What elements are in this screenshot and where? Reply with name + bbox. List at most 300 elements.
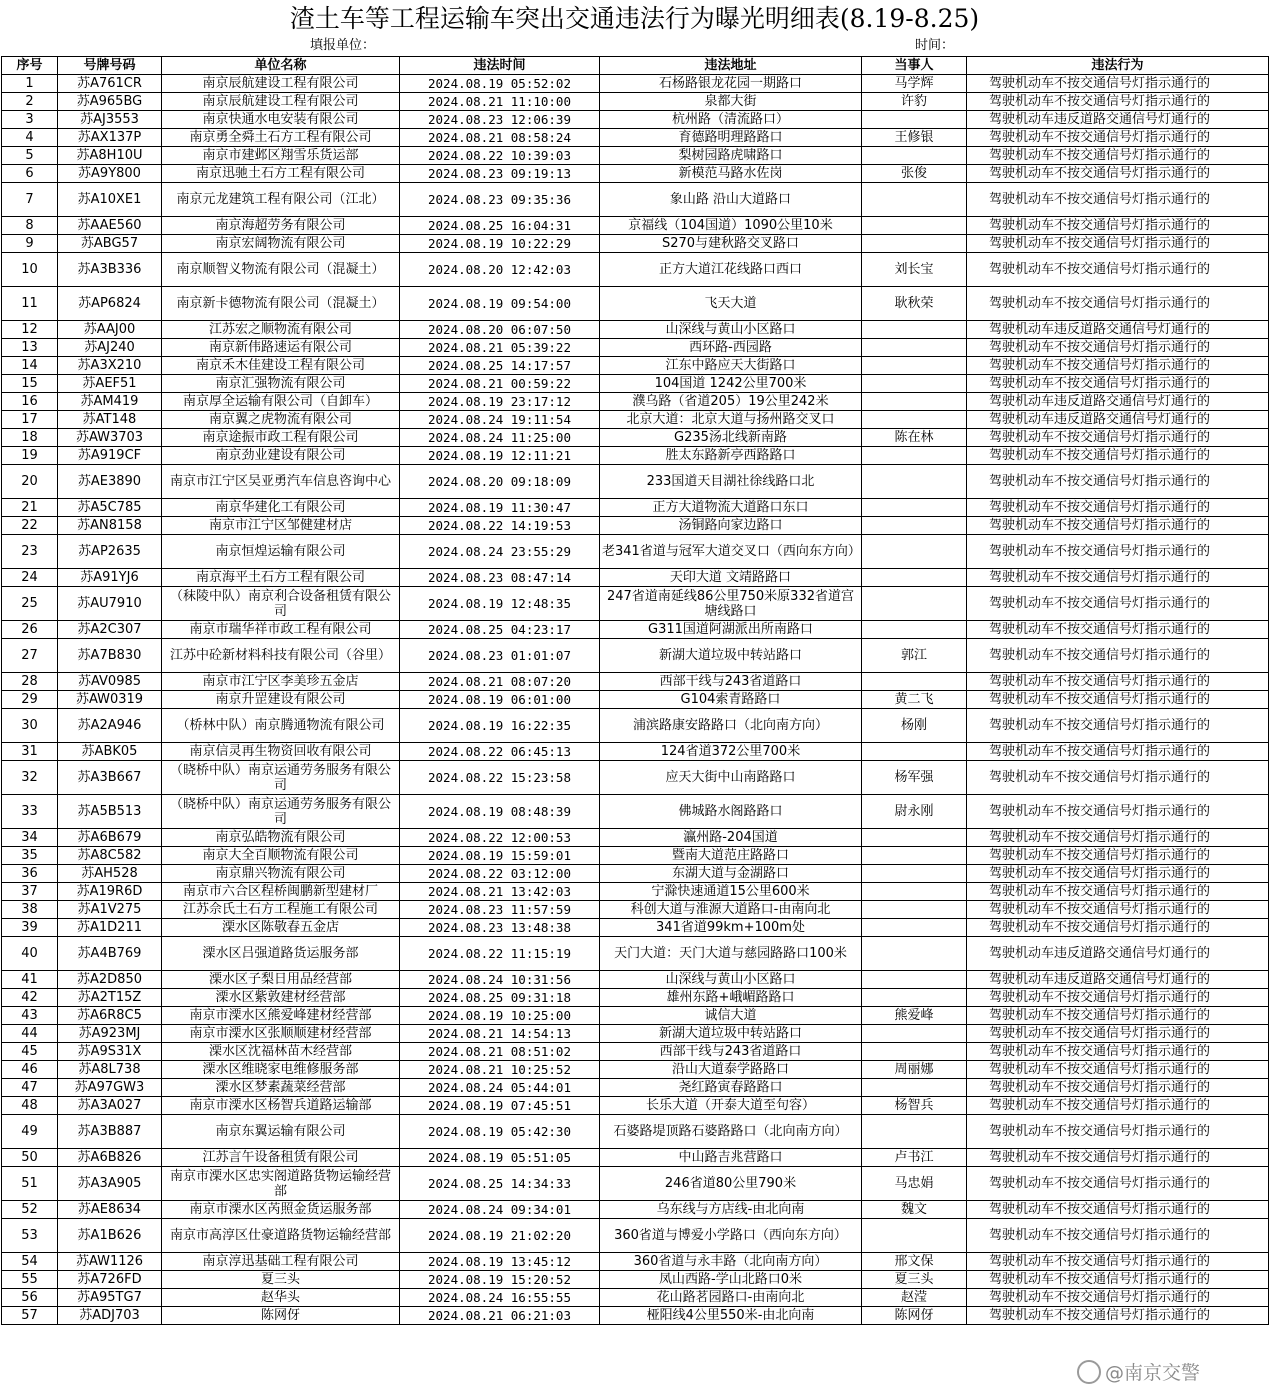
- plate-number: 苏A2A946: [58, 709, 162, 743]
- plate-number: 苏A761CR: [58, 75, 162, 93]
- table-row: [2, 535, 1269, 569]
- company-name: 南京劲业建设有限公司: [162, 447, 400, 465]
- company-name: 南京市溧水区芮照金货运服务部: [162, 1201, 400, 1219]
- violation-location: 正方大道物流大道路口东口: [600, 499, 862, 517]
- violation-time: 2024.08.22 06:45:13: [400, 743, 600, 761]
- violation-behavior: 驾驶机动车不按交通信号灯指示通行的: [967, 1307, 1269, 1325]
- violation-time: 2024.08.21 13:42:03: [400, 883, 600, 901]
- violation-time: 2024.08.19 10:22:29: [400, 235, 600, 253]
- violation-behavior: 驾驶机动车不按交通信号灯指示通行的: [967, 217, 1269, 235]
- table-row: [2, 569, 1269, 587]
- party-name: [862, 1079, 967, 1097]
- violation-behavior: 驾驶机动车不按交通信号灯指示通行的: [967, 1061, 1269, 1079]
- violation-behavior: 驾驶机动车不按交通信号灯指示通行的: [967, 1007, 1269, 1025]
- company-name: 南京海平土石方工程有限公司: [162, 569, 400, 587]
- violation-time: 2024.08.19 08:48:39: [400, 795, 600, 829]
- plate-number: 苏A97GW3: [58, 1079, 162, 1097]
- violation-behavior: 驾驶机动车不按交通信号灯指示通行的: [967, 795, 1269, 829]
- table-row: [2, 621, 1269, 639]
- row-index: 28: [2, 673, 58, 691]
- plate-number: 苏A1D211: [58, 919, 162, 937]
- violation-behavior: 驾驶机动车不按交通信号灯指示通行的: [967, 865, 1269, 883]
- row-index: 51: [2, 1167, 58, 1201]
- party-name: [862, 883, 967, 901]
- row-index: 11: [2, 287, 58, 321]
- company-name: 南京勇全舜土石方工程有限公司: [162, 129, 400, 147]
- plate-number: 苏A5C785: [58, 499, 162, 517]
- party-name: [862, 393, 967, 411]
- violation-time: 2024.08.25 14:17:57: [400, 357, 600, 375]
- row-index: 23: [2, 535, 58, 569]
- violation-behavior: 驾驶机动车不按交通信号灯指示通行的: [967, 1079, 1269, 1097]
- company-name: 南京市江宁区吴亚勇汽车信息咨询中心: [162, 465, 400, 499]
- party-name: [862, 411, 967, 429]
- violation-location: 凤山西路-学山北路口0米: [600, 1271, 862, 1289]
- party-name: 邢文保: [862, 1253, 967, 1271]
- violation-location: 246省道80公里790米: [600, 1167, 862, 1201]
- row-index: 4: [2, 129, 58, 147]
- table-row: [2, 829, 1269, 847]
- party-name: [862, 339, 967, 357]
- table-row: [2, 691, 1269, 709]
- violation-behavior: 驾驶机动车不按交通信号灯指示通行的: [967, 535, 1269, 569]
- table-row: [2, 217, 1269, 235]
- violation-time: 2024.08.20 12:42:03: [400, 253, 600, 287]
- row-index: 20: [2, 465, 58, 499]
- violation-location: G311国道阿湖派出所南路口: [600, 621, 862, 639]
- plate-number: 苏AT148: [58, 411, 162, 429]
- row-index: 16: [2, 393, 58, 411]
- row-index: 10: [2, 253, 58, 287]
- party-name: [862, 569, 967, 587]
- violation-time: 2024.08.23 13:48:38: [400, 919, 600, 937]
- party-name: 尉永刚: [862, 795, 967, 829]
- party-name: 黄二飞: [862, 691, 967, 709]
- company-name: 南京途振市政工程有限公司: [162, 429, 400, 447]
- row-index: 1: [2, 75, 58, 93]
- company-name: 南京市溧水区张顺顺建材经营部: [162, 1025, 400, 1043]
- plate-number: 苏A965BG: [58, 93, 162, 111]
- plate-number: 苏A726FD: [58, 1271, 162, 1289]
- table-row: [2, 357, 1269, 375]
- violation-location: 山深线与黄山小区路口: [600, 971, 862, 989]
- party-name: 马学辉: [862, 75, 967, 93]
- violation-location: 泉都大街: [600, 93, 862, 111]
- table-row: [2, 743, 1269, 761]
- plate-number: 苏A1V275: [58, 901, 162, 919]
- violation-behavior: 驾驶机动车不按交通信号灯指示通行的: [967, 1097, 1269, 1115]
- col-header-violation: 违法行为: [967, 57, 1269, 75]
- violation-location: 新湖大道垃圾中转站路口: [600, 639, 862, 673]
- plate-number: 苏A6B679: [58, 829, 162, 847]
- company-name: 南京禾木佳建设工程有限公司: [162, 357, 400, 375]
- violation-time: 2024.08.24 19:11:54: [400, 411, 600, 429]
- violation-behavior: 驾驶机动车不按交通信号灯指示通行的: [967, 183, 1269, 217]
- row-index: 37: [2, 883, 58, 901]
- table-row: [2, 883, 1269, 901]
- violation-time: 2024.08.19 07:45:51: [400, 1097, 600, 1115]
- plate-number: 苏A3A905: [58, 1167, 162, 1201]
- party-name: 马忠娟: [862, 1167, 967, 1201]
- violation-location: 象山路 沿山大道路口: [600, 183, 862, 217]
- col-header-plate: 号牌号码: [58, 57, 162, 75]
- row-index: 50: [2, 1149, 58, 1167]
- violation-behavior: 驾驶机动车不按交通信号灯指示通行的: [967, 587, 1269, 621]
- party-name: [862, 865, 967, 883]
- violation-behavior: 驾驶机动车不按交通信号灯指示通行的: [967, 75, 1269, 93]
- plate-number: 苏A1B626: [58, 1219, 162, 1253]
- violation-location: 104国道 1242公里700米: [600, 375, 862, 393]
- violation-time: 2024.08.24 16:55:55: [400, 1289, 600, 1307]
- violation-behavior: 驾驶机动车不按交通信号灯指示通行的: [967, 989, 1269, 1007]
- row-index: 56: [2, 1289, 58, 1307]
- violation-location: 雄州东路+峨嵋路路口: [600, 989, 862, 1007]
- violation-time: 2024.08.21 08:07:20: [400, 673, 600, 691]
- party-name: [862, 673, 967, 691]
- violation-behavior: 驾驶机动车不按交通信号灯指示通行的: [967, 447, 1269, 465]
- plate-number: 苏A3B336: [58, 253, 162, 287]
- plate-number: 苏A2T15Z: [58, 989, 162, 1007]
- violation-time: 2024.08.21 05:39:22: [400, 339, 600, 357]
- company-name: 溧水区陈敬春五金店: [162, 919, 400, 937]
- row-index: 22: [2, 517, 58, 535]
- violation-behavior: 驾驶机动车不按交通信号灯指示通行的: [967, 569, 1269, 587]
- violation-behavior: 驾驶机动车不按交通信号灯指示通行的: [967, 621, 1269, 639]
- table-row: [2, 587, 1269, 621]
- row-index: 35: [2, 847, 58, 865]
- company-name: 赵华头: [162, 1289, 400, 1307]
- company-name: 南京元龙建筑工程有限公司（江北）: [162, 183, 400, 217]
- row-index: 30: [2, 709, 58, 743]
- violation-behavior: 驾驶机动车不按交通信号灯指示通行的: [967, 691, 1269, 709]
- violation-behavior: 驾驶机动车不按交通信号灯指示通行的: [967, 165, 1269, 183]
- plate-number: 苏A8H10U: [58, 147, 162, 165]
- violation-location: 长乐大道（开泰大道至句容）: [600, 1097, 862, 1115]
- company-name: 南京厚全运输有限公司（自卸车）: [162, 393, 400, 411]
- violation-location: 花山路茗园路口-由南向北: [600, 1289, 862, 1307]
- table-row: [2, 411, 1269, 429]
- party-name: [862, 937, 967, 971]
- party-name: [862, 147, 967, 165]
- row-index: 17: [2, 411, 58, 429]
- party-name: [862, 183, 967, 217]
- company-name: 江苏宏之顺物流有限公司: [162, 321, 400, 339]
- plate-number: 苏A6R8C5: [58, 1007, 162, 1025]
- company-name: 南京辰航建设工程有限公司: [162, 93, 400, 111]
- table-row: [2, 147, 1269, 165]
- party-name: [862, 847, 967, 865]
- violation-time: 2024.08.19 11:30:47: [400, 499, 600, 517]
- table-row: [2, 1253, 1269, 1271]
- row-index: 40: [2, 937, 58, 971]
- row-index: 44: [2, 1025, 58, 1043]
- violation-location: 育德路明理路路口: [600, 129, 862, 147]
- violation-behavior: 驾驶机动车不按交通信号灯指示通行的: [967, 253, 1269, 287]
- plate-number: 苏ABG57: [58, 235, 162, 253]
- col-header-location: 违法地址: [600, 57, 862, 75]
- company-name: 南京辰航建设工程有限公司: [162, 75, 400, 93]
- plate-number: 苏A10XE1: [58, 183, 162, 217]
- violation-time: 2024.08.21 00:59:22: [400, 375, 600, 393]
- company-name: 南京大全百顺物流有限公司: [162, 847, 400, 865]
- row-index: 34: [2, 829, 58, 847]
- time-label: 时间：: [915, 38, 955, 53]
- party-name: 赵滢: [862, 1289, 967, 1307]
- violation-time: 2024.08.19 09:54:00: [400, 287, 600, 321]
- violation-behavior: 驾驶机动车不按交通信号灯指示通行的: [967, 499, 1269, 517]
- violation-behavior: 驾驶机动车不按交通信号灯指示通行的: [967, 673, 1269, 691]
- company-name: 南京市江宁区邹健建材店: [162, 517, 400, 535]
- violation-behavior: 驾驶机动车不按交通信号灯指示通行的: [967, 1201, 1269, 1219]
- plate-number: 苏A95TG7: [58, 1289, 162, 1307]
- violation-location: 石婆路堤顶路石婆路路口（北向南方向）: [600, 1115, 862, 1149]
- violation-location: 西环路-西园路: [600, 339, 862, 357]
- company-name: 南京新卡德物流有限公司（混凝土）: [162, 287, 400, 321]
- violation-behavior: 驾驶机动车不按交通信号灯指示通行的: [967, 375, 1269, 393]
- party-name: [862, 587, 967, 621]
- table-row: [2, 901, 1269, 919]
- party-name: 魏文: [862, 1201, 967, 1219]
- party-name: [862, 111, 967, 129]
- table-row: [2, 165, 1269, 183]
- violation-time: 2024.08.22 12:00:53: [400, 829, 600, 847]
- plate-number: 苏A6B826: [58, 1149, 162, 1167]
- violation-behavior: 驾驶机动车不按交通信号灯指示通行的: [967, 429, 1269, 447]
- violation-time: 2024.08.23 09:35:36: [400, 183, 600, 217]
- col-header-index: 序号: [2, 57, 58, 75]
- violation-location: G235汤北线新南路: [600, 429, 862, 447]
- violation-location: 飞天大道: [600, 287, 862, 321]
- violation-time: 2024.08.20 06:07:50: [400, 321, 600, 339]
- row-index: 29: [2, 691, 58, 709]
- plate-number: 苏AM419: [58, 393, 162, 411]
- party-name: [862, 901, 967, 919]
- violation-behavior: 驾驶机动车不按交通信号灯指示通行的: [967, 919, 1269, 937]
- row-index: 18: [2, 429, 58, 447]
- violation-behavior: 驾驶机动车不按交通信号灯指示通行的: [967, 465, 1269, 499]
- violation-location: 濮乌路（省道205）19公里242米: [600, 393, 862, 411]
- company-name: 夏三头: [162, 1271, 400, 1289]
- plate-number: 苏AJ240: [58, 339, 162, 357]
- violation-location: 247省道南延线86公里750米原332省道宫塘线路口: [600, 587, 862, 621]
- company-name: （晓桥中队）南京运通劳务服务有限公司: [162, 761, 400, 795]
- violation-location: 233国道天目湖社徐线路口北: [600, 465, 862, 499]
- col-header-time: 违法时间: [400, 57, 600, 75]
- party-name: [862, 465, 967, 499]
- violation-time: 2024.08.22 03:12:00: [400, 865, 600, 883]
- violation-location: 胜太东路新亭西路路口: [600, 447, 862, 465]
- company-name: 南京顺智义物流有限公司（混凝土）: [162, 253, 400, 287]
- violation-location: S270与建秋路交叉路口: [600, 235, 862, 253]
- table-row: [2, 1289, 1269, 1307]
- row-index: 2: [2, 93, 58, 111]
- violation-behavior: 驾驶机动车不按交通信号灯指示通行的: [967, 1167, 1269, 1201]
- row-index: 13: [2, 339, 58, 357]
- row-index: 38: [2, 901, 58, 919]
- row-index: 49: [2, 1115, 58, 1149]
- violation-location: 东湖大道与金湖路口: [600, 865, 862, 883]
- table-row: [2, 339, 1269, 357]
- party-name: 许豹: [862, 93, 967, 111]
- violation-behavior: 驾驶机动车不按交通信号灯指示通行的: [967, 1253, 1269, 1271]
- violation-time: 2024.08.21 06:21:03: [400, 1307, 600, 1325]
- row-index: 6: [2, 165, 58, 183]
- violation-behavior: 驾驶机动车不按交通信号灯指示通行的: [967, 339, 1269, 357]
- table-row: [2, 1149, 1269, 1167]
- table-row: [2, 1167, 1269, 1201]
- table-row: [2, 287, 1269, 321]
- plate-number: 苏AAE560: [58, 217, 162, 235]
- violation-time: 2024.08.23 01:01:07: [400, 639, 600, 673]
- row-index: 32: [2, 761, 58, 795]
- violation-time: 2024.08.22 10:39:03: [400, 147, 600, 165]
- violation-behavior: 驾驶机动车不按交通信号灯指示通行的: [967, 1115, 1269, 1149]
- company-name: 溧水区沈福林苗木经营部: [162, 1043, 400, 1061]
- watermark-logo: [1075, 1355, 1265, 1389]
- plate-number: 苏A919CF: [58, 447, 162, 465]
- table-row: [2, 865, 1269, 883]
- plate-number: 苏A923MJ: [58, 1025, 162, 1043]
- company-name: 南京市溧水区忠实阁道路货物运输经营部: [162, 1167, 400, 1201]
- row-index: 9: [2, 235, 58, 253]
- company-name: 南京华建化工有限公司: [162, 499, 400, 517]
- table-row: [2, 253, 1269, 287]
- violation-time: 2024.08.22 14:19:53: [400, 517, 600, 535]
- violation-time: 2024.08.19 05:42:30: [400, 1115, 600, 1149]
- plate-number: 苏ADJ703: [58, 1307, 162, 1325]
- violation-behavior: 驾驶机动车不按交通信号灯指示通行的: [967, 743, 1269, 761]
- party-name: 周丽娜: [862, 1061, 967, 1079]
- violation-behavior: 驾驶机动车不按交通信号灯指示通行的: [967, 93, 1269, 111]
- party-name: [862, 1219, 967, 1253]
- violation-time: 2024.08.23 08:47:14: [400, 569, 600, 587]
- violation-time: 2024.08.23 12:06:39: [400, 111, 600, 129]
- violation-time: 2024.08.23 09:19:13: [400, 165, 600, 183]
- plate-number: 苏AW0319: [58, 691, 162, 709]
- party-name: [862, 321, 967, 339]
- company-name: 南京汇强物流有限公司: [162, 375, 400, 393]
- plate-number: 苏AW3703: [58, 429, 162, 447]
- table-row: [2, 761, 1269, 795]
- violation-location: 尧红路寅春路路口: [600, 1079, 862, 1097]
- violation-time: 2024.08.19 21:02:20: [400, 1219, 600, 1253]
- table-row: [2, 1007, 1269, 1025]
- row-index: 45: [2, 1043, 58, 1061]
- violation-location: 新模范马路水佐岗: [600, 165, 862, 183]
- violation-time: 2024.08.19 23:17:12: [400, 393, 600, 411]
- plate-number: 苏AAJ00: [58, 321, 162, 339]
- party-name: [862, 499, 967, 517]
- company-name: 溧水区紫敦建材经营部: [162, 989, 400, 1007]
- party-name: [862, 919, 967, 937]
- violation-time: 2024.08.19 10:25:00: [400, 1007, 600, 1025]
- party-name: [862, 1025, 967, 1043]
- company-name: 陈网伢: [162, 1307, 400, 1325]
- violation-behavior: 驾驶机动车不按交通信号灯指示通行的: [967, 1043, 1269, 1061]
- violation-location: 341省道99km+100m处: [600, 919, 862, 937]
- row-index: 19: [2, 447, 58, 465]
- row-index: 48: [2, 1097, 58, 1115]
- party-name: 夏三头: [862, 1271, 967, 1289]
- row-index: 54: [2, 1253, 58, 1271]
- plate-number: 苏A7B830: [58, 639, 162, 673]
- violation-behavior: 驾驶机动车不按交通信号灯指示通行的: [967, 129, 1269, 147]
- violation-location: 暨南大道范庄路路口: [600, 847, 862, 865]
- plate-number: 苏A3X210: [58, 357, 162, 375]
- table-body: [2, 75, 1269, 1325]
- table-row: [2, 1025, 1269, 1043]
- party-name: [862, 357, 967, 375]
- table-row: [2, 971, 1269, 989]
- violation-behavior: 驾驶机动车违反道路交通信号灯通行的: [967, 321, 1269, 339]
- row-index: 46: [2, 1061, 58, 1079]
- row-index: 57: [2, 1307, 58, 1325]
- violation-time: 2024.08.25 04:23:17: [400, 621, 600, 639]
- violation-time: 2024.08.19 16:22:35: [400, 709, 600, 743]
- company-name: 南京信灵再生物资回收有限公司: [162, 743, 400, 761]
- row-index: 47: [2, 1079, 58, 1097]
- violation-behavior: 驾驶机动车违反道路交通信号灯通行的: [967, 111, 1269, 129]
- plate-number: 苏A4B769: [58, 937, 162, 971]
- table-row: [2, 447, 1269, 465]
- plate-number: 苏A19R6D: [58, 883, 162, 901]
- row-index: 36: [2, 865, 58, 883]
- row-index: 5: [2, 147, 58, 165]
- violation-location: 江东中路应天大街路口: [600, 357, 862, 375]
- table-header-row: [2, 57, 1269, 75]
- company-name: 南京快通水电安装有限公司: [162, 111, 400, 129]
- violation-location: 宁滁快速通道15公里600米: [600, 883, 862, 901]
- row-index: 14: [2, 357, 58, 375]
- company-name: 南京市瑞华祥市政工程有限公司: [162, 621, 400, 639]
- plate-number: 苏ABK05: [58, 743, 162, 761]
- table-row: [2, 183, 1269, 217]
- violation-location: 梨树园路虎啸路口: [600, 147, 862, 165]
- row-index: 53: [2, 1219, 58, 1253]
- violation-location: 京福线（104国道）1090公里10米: [600, 217, 862, 235]
- company-name: 南京市六合区程桥闽鹏新型建材厂: [162, 883, 400, 901]
- company-name: 南京市溧水区杨智兵道路运输部: [162, 1097, 400, 1115]
- violation-location: 科创大道与淮源大道路口-由南向北: [600, 901, 862, 919]
- party-name: [862, 217, 967, 235]
- table-row: [2, 989, 1269, 1007]
- violation-location: 天门大道：天门大道与慈园路路口100米: [600, 937, 862, 971]
- company-name: 南京鼎兴物流有限公司: [162, 865, 400, 883]
- table-row: [2, 1271, 1269, 1289]
- company-name: 南京市江宁区李美珍五金店: [162, 673, 400, 691]
- violation-location: 应天大街中山南路路口: [600, 761, 862, 795]
- plate-number: 苏AP6824: [58, 287, 162, 321]
- violation-time: 2024.08.25 16:04:31: [400, 217, 600, 235]
- party-name: 杨军强: [862, 761, 967, 795]
- plate-number: 苏A91YJ6: [58, 569, 162, 587]
- table-row: [2, 1219, 1269, 1253]
- company-name: 南京市建邺区翔雪乐货运部: [162, 147, 400, 165]
- company-name: 南京市高淳区仕豪道路货物运输经营部: [162, 1219, 400, 1253]
- table-row: [2, 1079, 1269, 1097]
- violation-time: 2024.08.19 15:20:52: [400, 1271, 600, 1289]
- party-name: [862, 621, 967, 639]
- violation-behavior: 驾驶机动车不按交通信号灯指示通行的: [967, 901, 1269, 919]
- party-name: 耿秋荣: [862, 287, 967, 321]
- table-row: [2, 1061, 1269, 1079]
- violation-behavior: 驾驶机动车不按交通信号灯指示通行的: [967, 147, 1269, 165]
- fill-unit-label: 填报单位：: [310, 38, 376, 53]
- violation-behavior: 驾驶机动车不按交通信号灯指示通行的: [967, 829, 1269, 847]
- violation-location: 360省道与博爱小学路口（西向东方向）: [600, 1219, 862, 1253]
- violation-location: 诚信大道: [600, 1007, 862, 1025]
- table-row: [2, 235, 1269, 253]
